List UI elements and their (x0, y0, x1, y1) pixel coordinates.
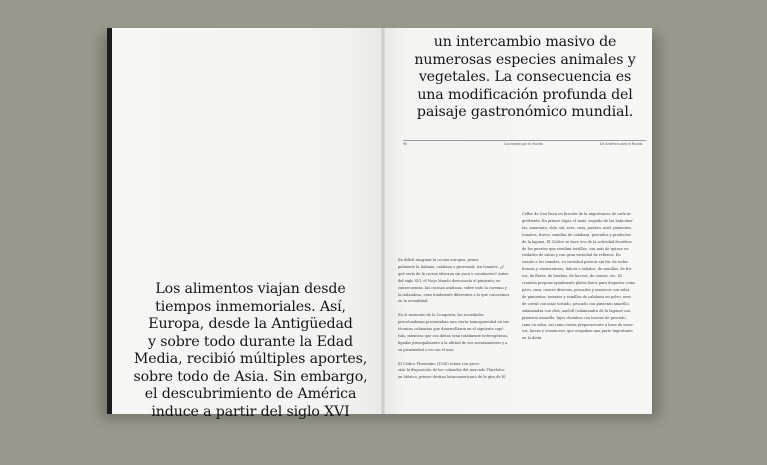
body-text-line: en la actualidad. (398, 299, 429, 304)
body-text-line: la tailandesa, eran totalmente diferentes a lo que conocemos (398, 292, 510, 297)
body-text-line: ligadas principalmente a la altitud de sus asentamientos y a (398, 340, 508, 345)
body-text-line: consecuencia, las cocinas asiáticas, sobre todo la coreana y (398, 285, 507, 290)
body-text-line: de pimientos, tomates y semillas de calabaza en polvo, aves (522, 294, 632, 299)
quote-line: paisaje gastronómico mundial. (416, 104, 634, 120)
left-pull-quote (128, 281, 373, 421)
paragraph-gap (398, 305, 514, 312)
body-text-line: en la dieta. (522, 336, 543, 341)
body-text-line: grediente. En primer lugar, el maíz, seguido de las habichue- (522, 218, 634, 223)
body-text-line: en México, primer destino latinoamericano de la gira de El (398, 375, 506, 380)
running-header-rule (403, 140, 646, 141)
body-column-left (398, 257, 514, 381)
body-text-line: de la laguna. El Códice se hace eco de la actividad frenética (522, 239, 632, 244)
body-text-line: del siglo XVI, el Viejo Mundo desconocía el pimiento; en (398, 278, 501, 283)
body-text-line: de los puestos que vendían tortillas, con más de quince va- (522, 246, 630, 251)
quote-line: Europa, desde la Antigüedad (148, 316, 353, 332)
body-text-line: las, amaranto, chía, sal, aves, caza, jarabes, miel, pimientos, (522, 225, 633, 230)
body-text-line: En difícil imaginar la cocina europea, princi- (398, 258, 480, 262)
running-header-section: Cocinando por el mundo (504, 142, 544, 146)
body-text-line: sión la disposición de los colmados del mercado Tlatelolco (398, 368, 505, 373)
body-text-line: pavo, caza, carnes diversas, pescados y mariscos con salsa (522, 287, 630, 292)
quote-line: y sobre todo durante la Edad (148, 333, 353, 350)
body-text-line: riedades de sabas y con gran variedad de rellenos. En (522, 253, 621, 258)
body-text-line: Celler de Can Roca en función de la importancia de cada in- (522, 212, 632, 216)
quote-line: induce a partir del siglo XVI (151, 403, 350, 420)
paragraph-gap (398, 354, 514, 361)
body-text-line: rana en salsa, así como varias preparaciones a base de insec- (522, 322, 635, 327)
book-spine (381, 28, 385, 414)
body-text-line: cronista propone igualmente platos listos para degustar como (522, 281, 636, 286)
body-text-line: tos, de flores, de hierbas, de huevos, de carnes, etc. El (522, 274, 622, 279)
page-number: 90 (403, 142, 408, 146)
quote-line: tiempos inmemoriales. Así, (155, 298, 346, 315)
body-text-line: tos, larvas y crustáceos, que ocupaban una parte importante (522, 329, 633, 334)
body-text-line: qué sería de la cocina africana sin yuca o cacahuetes? Antes (398, 271, 509, 276)
body-text-line: salamandra con chía, axolotl (salamandra de la laguna) con (522, 308, 631, 313)
quote-line: el descubrimiento de América (144, 386, 357, 402)
body-text-line: palmente la italiana, catalana o provenzal, sin tomates. ¿Y (398, 264, 505, 269)
body-text-line: de corral con maíz tostado, pescado con pimiento amarillo, (522, 301, 630, 306)
running-header-chapter: De América para el Mundo (600, 142, 643, 146)
body-column-right (522, 211, 639, 342)
body-text-line: tulo, mientras que sus dietas eran totalmente heterogéneas, (398, 333, 509, 338)
quote-line: sobre todo de Asia. Sin embargo, (133, 368, 368, 385)
body-text-line: cuanto a los tamales, su variedad parecía sin fin: de todas (522, 260, 628, 265)
quote-line: numerosas especies animales y (414, 51, 636, 68)
quote-line: Media, recibió múltiples aportes, (133, 351, 368, 367)
body-text-line: su proximidad o no con el mar. (398, 347, 455, 352)
body-text-line: pimiento amarillo, hijos chombos con huevas de pescado, (522, 315, 627, 320)
body-text-line: técnicas culinarias que desarrollaron en el siguiente capí- (398, 327, 504, 332)
quote-line: una modificación profunda del (417, 86, 633, 103)
body-text-line: tomates, frutos, semillas de calabaza, pescados y productos (522, 232, 632, 237)
quote-line: un intercambio masivo de (433, 34, 617, 50)
body-text-line: precolombinas presentaban una cierta homogeneidad en sus (398, 320, 510, 325)
black-page-edge (107, 28, 112, 414)
body-text-line: El Códice Florentino (1558) relata con preci- (398, 361, 480, 366)
right-pull-quote (400, 34, 650, 122)
body-text-line: formas y consistencias, dulces o salados, de semillas, de fru- (522, 267, 633, 272)
quote-line: vegetales. La consecuencia es (418, 69, 632, 85)
body-text-line: En el momento de la Conquista, las sociedades (398, 313, 484, 318)
quote-line: Los alimentos viajan desde (155, 281, 346, 297)
